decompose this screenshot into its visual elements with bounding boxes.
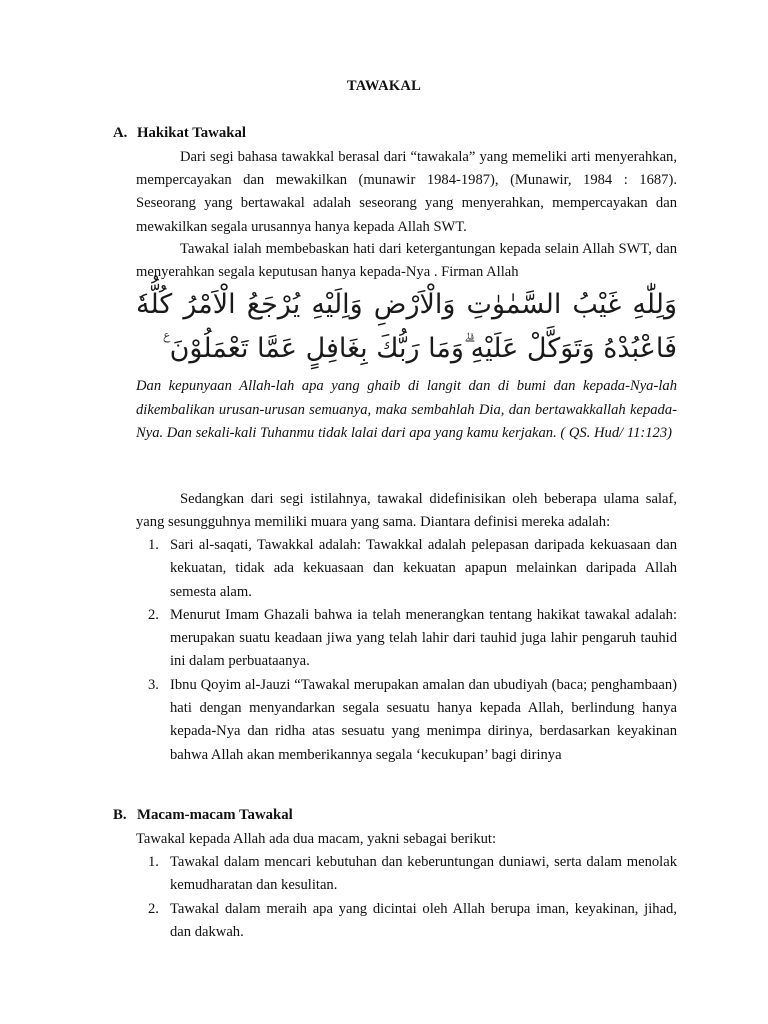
paragraph-tawakal-meaning: Tawakal ialah membebaskan hati dari ketergantungan kepada selain Allah SWT, dan menyerahkan segala keputusan hanya kepada-Nya . Firman Allah: [136, 241, 677, 281]
list-item-text: Sari al-saqati, Tawakkal adalah: Tawakkal adalah pelepasan daripada kekuasaan dan kekuatan, tidak ada kekuasaan dan kekuatan apapun melainkan daripada Allah semesta alam.: [170, 537, 677, 600]
list-item-number: 2.: [148, 606, 159, 623]
section-b-number: B.: [113, 807, 127, 823]
section-a-number: A.: [113, 125, 128, 141]
section-b-heading: [113, 807, 293, 824]
list-item-number: 1.: [148, 537, 159, 553]
list-item-text: Ibnu Qoyim al-Jauzi “Tawakal merupakan amalan dan ubudiyah (baca; penghambaan) hati dengan menyandarkan segala sesuatu hanya kepada Allah, berlindung hanya kepada-Nya dan ridha atas sesuatu yang menimpa dirinya, berdasarkan keyakinan bahwa Allah akan memberikannya segala ‘kecukupan’ bagi dirinya: [170, 676, 677, 763]
list-item-number: 3.: [148, 676, 159, 693]
list-item-text: Menurut Imam Ghazali bahwa ia telah menerangkan tentang hakikat tawakal adalah: merupakan suatu keadaan jiwa yang telah lahir dari tauhid juga lahir pengaruh tauhid ini dalam perbuataanya.: [170, 606, 677, 670]
section-b-title: Macam-macam Tawakal: [137, 807, 293, 823]
section-b-intro: Tawakal kepada Allah ada dua macam, yakni sebagai berikut:: [136, 831, 497, 847]
document-title: TAWAKAL: [346, 78, 422, 94]
paragraph-term-definition: Sedangkan dari segi istilahnya, tawakal didefinisikan oleh beberapa ulama salaf, yang sesungguhnya memiliki muara yang sama. Diantara definisi mereka adalah:: [136, 491, 677, 531]
list-item: [136, 898, 677, 945]
list-item: [136, 674, 677, 767]
list-item-text: Tawakal dalam meraih apa yang dicintai oleh Allah berupa iman, keyakinan, jihad, dan dakwah.: [170, 900, 677, 940]
tawakal-types-list: [136, 851, 677, 944]
list-item-number: 2.: [148, 900, 159, 917]
list-item: [136, 604, 677, 674]
definitions-list: [136, 534, 677, 767]
section-a-heading: [113, 125, 246, 142]
list-item: [136, 851, 677, 898]
section-a-title: Hakikat Tawakal: [137, 125, 246, 141]
list-item-number: 1.: [148, 854, 159, 870]
quran-verse-arabic: وَلِلّٰهِ غَيْبُ السَّمٰوٰتِ وَالْاَرْضِ وَاِلَيْهِ يُرْجَعُ الْاَمْرُ كُلُّهٗ فَاعْبُدْهُ وَتَوَكَّلْ عَلَيْهِ ۗوَمَا رَبُّكَ بِغَافِلٍ عَمَّا تَعْمَلُوْنَ ࣖ: [136, 289, 677, 364]
list-item: [136, 534, 677, 604]
list-item-text: Tawakal dalam mencari kebutuhan dan keberuntungan duniawi, serta dalam menolak kemudharatan dan kesulitan.: [170, 854, 677, 894]
verse-translation: Dan kepunyaan Allah-lah apa yang ghaib di langit dan di bumi dan kepada-Nya-lah dikembalikan urusan-urusan semuanya, maka sembahlah Dia, dan bertawakkallah kepada-Nya. Dan sekali-kali Tuhanmu tidak lalai dari apa yang kamu kerjakan. ( QS. Hud/ 11:123): [136, 378, 677, 442]
paragraph-definition-language: Dari segi bahasa tawakkal berasal dari “tawakala” yang memeliki arti menyerahkan, mempercayakan dan mewakilkan (munawir 1984-1987), (Munawir, 1984 : 1687). Seseorang yang bertawakal adalah seseorang yang menyerahkan, mempercayakan dan mewakilkan segala urusannya hanya kepada Allah SWT.: [136, 149, 677, 235]
